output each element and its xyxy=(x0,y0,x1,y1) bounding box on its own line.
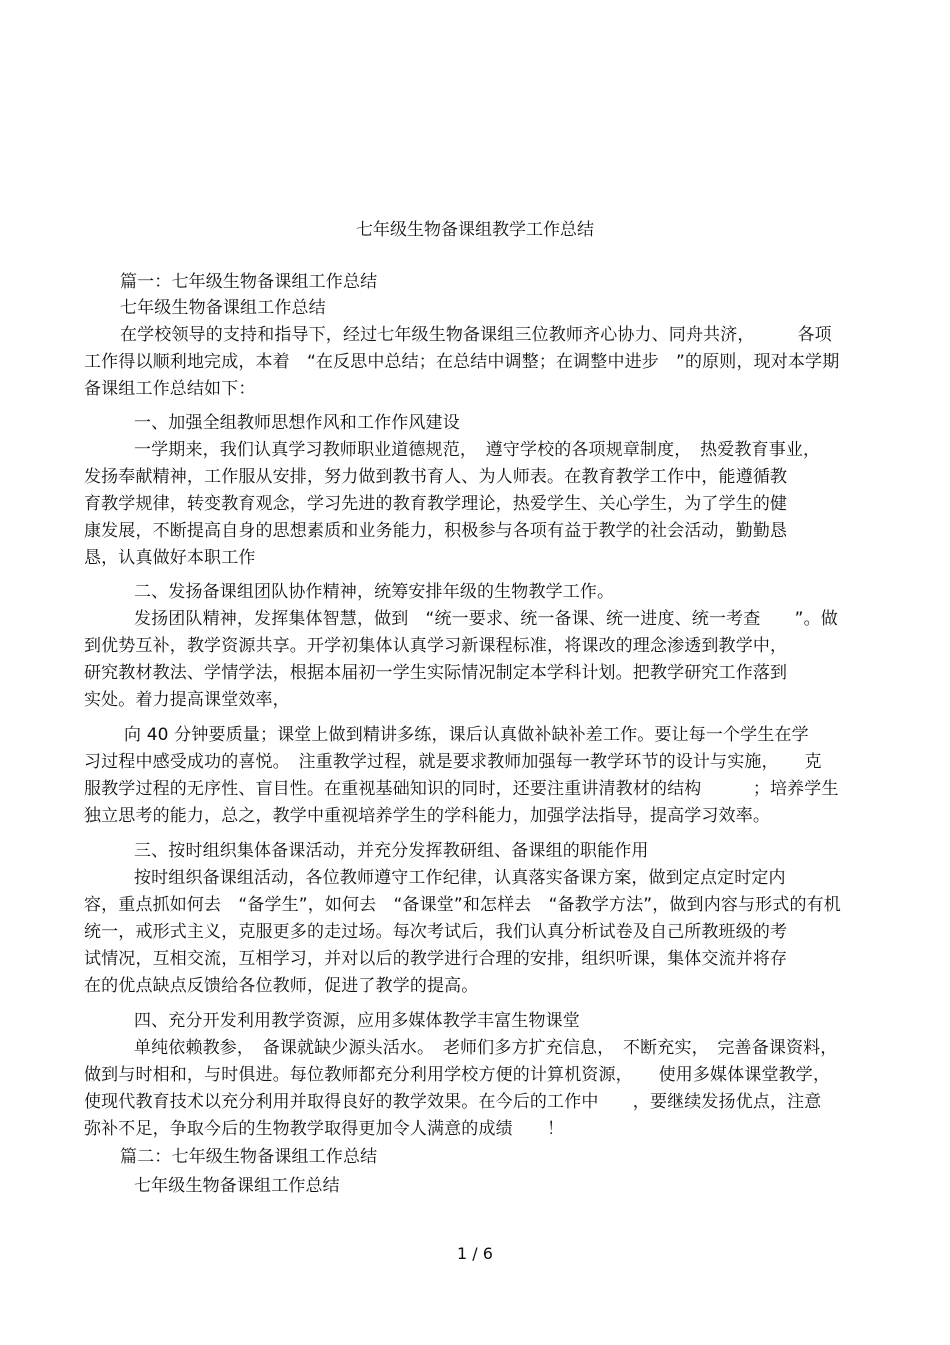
paragraph-line: 服教学过程的无序性、盲目性。在重视基础知识的同时，还要注重讲清教材的结构 ；培养学生 xyxy=(84,779,839,799)
paragraph-line: 在的优点缺点反馈给各位教师，促进了教学的提高。 xyxy=(84,976,479,996)
section-heading: 三、按时组织集体备课活动，并充分发挥教研组、备课组的职能作用 xyxy=(134,841,649,861)
section-heading-part-two: 篇二：七年级生物备课组工作总结 xyxy=(120,1147,378,1167)
paragraph-line: 研究教材教法、学情学法，根据本届初一学生实际情况制定本学科计划。把教学研究工作落到 xyxy=(84,663,788,683)
paragraph-line: 容，重点抓如何去 “备学生”，如何去 “备课堂”和怎样去 “备教学方法”，做到内容与形式的有机 xyxy=(84,895,841,915)
section-heading: 一、加强全组教师思想作风和工作作风建设 xyxy=(134,413,460,433)
paragraph-line: 试情况，互相交流，互相学习，并对以后的教学进行合理的安排，组织听课，集体交流并将存 xyxy=(84,949,788,969)
paragraph-line: 弥补不足，争取今后的生物教学取得更加令人满意的成绩 ！ xyxy=(84,1119,565,1139)
paragraph-line: 使现代教育技术以充分利用并取得良好的教学效果。在今后的工作中 ，要继续发扬优点，注意 xyxy=(84,1092,822,1112)
section-heading: 四、充分开发利用教学资源，应用多媒体教学丰富生物课堂 xyxy=(134,1011,580,1031)
paragraph-line: 工作得以顺利地完成，本着 “在反思中总结；在总结中调整；在调整中进步 ”的原则，现对本学期 xyxy=(84,352,840,372)
paragraph-line: 习过程中感受成功的喜悦。 注重教学过程，就是要求教师加强每一教学环节的设计与实施， 克 xyxy=(84,752,822,772)
paragraph-line: 到优势互补，教学资源共享。开学初集体认真学习新课程标准，将课改的理念渗透到教学中， xyxy=(84,636,788,656)
paragraph-line: 发扬团队精神，发挥集体智慧，做到 “统一要求、统一备课、统一进度、统一考查 ”。做 xyxy=(134,609,838,629)
paragraph-line: 做到与时相和，与时俱进。每位教师都充分利用学校方便的计算机资源， 使用多媒体课堂教学， xyxy=(84,1065,831,1085)
paragraph-line: 统一，戒形式主义，克服更多的走过场。每次考试后，我们认真分析试卷及自己所教班级的考 xyxy=(84,922,788,942)
paragraph-line: 按时组织备课组活动，各位教师遵守工作纪律，认真落实备课方案，做到定点定时定内 xyxy=(134,868,786,888)
paragraph-line: 独立思考的能力，总之，教学中重视培养学生的学科能力，加强学法指导，提高学习效率。 xyxy=(84,806,770,826)
paragraph-line: 育教学规律，转变教育观念，学习先进的教育教学理论，热爱学生、关心学生，为了学生的健 xyxy=(84,494,788,514)
section-heading: 二、发扬备课组团队协作精神，统筹安排年级的生物教学工作。 xyxy=(134,582,615,602)
paragraph-line: 备课组工作总结如下： xyxy=(84,379,256,399)
section-heading-part-one: 篇一：七年级生物备课组工作总结 xyxy=(120,272,378,292)
paragraph-line: 向 40 分钟要质量；课堂上做到精讲多练，课后认真做补缺补差工作。要让每一个学生在学 xyxy=(124,725,809,745)
subheading: 七年级生物备课组工作总结 xyxy=(120,298,326,318)
paragraph-line: 康发展，不断提高自身的思想素质和业务能力，积极参与各项有益于教学的社会活动，勤勤恳 xyxy=(84,521,788,541)
subheading: 七年级生物备课组工作总结 xyxy=(134,1176,340,1196)
paragraph-line: 恳，认真做好本职工作 xyxy=(84,548,256,568)
paragraph-line: 单纯依赖教参， 备课就缺少源头活水。 老师们多方扩充信息， 不断充实， 完善备课资料， xyxy=(134,1038,838,1058)
paragraph-line: 在学校领导的支持和指导下，经过七年级生物备课组三位教师齐心协力、同舟共济， 各项 xyxy=(120,325,832,345)
document-title: 七年级生物备课组教学工作总结 xyxy=(356,220,594,240)
paragraph-line: 实处。着力提高课堂效率， xyxy=(84,690,290,710)
paragraph-line: 一学期来，我们认真学习教师职业道德规范， 遵守学校的各项规章制度， 热爱教育事业， xyxy=(134,440,821,460)
page-number: 1 / 6 xyxy=(457,1244,493,1263)
paragraph-line: 发扬奉献精神，工作服从安排，努力做到教书育人、为人师表。在教育教学工作中，能遵循教 xyxy=(84,467,788,487)
